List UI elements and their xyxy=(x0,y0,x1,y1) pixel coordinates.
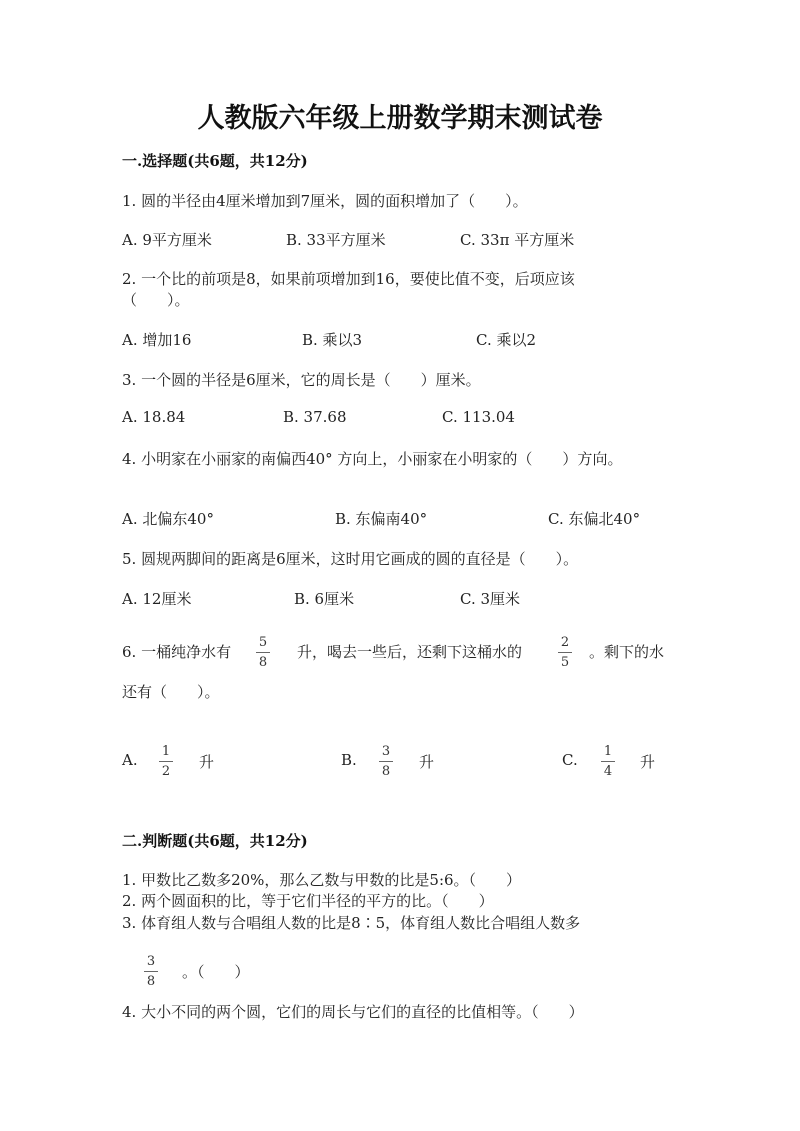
q6-fraction-2-5 xyxy=(558,636,572,669)
fraction-denominator: 8 xyxy=(146,974,156,989)
question-6-line2: 还有（ ）。 xyxy=(122,683,220,701)
q5-option-c: C. 3厘米 xyxy=(460,590,521,608)
section-heading-judgement: 二.判断题(共6题，共12分) xyxy=(122,832,308,850)
q2-option-b: B. 乘以3 xyxy=(302,331,363,349)
q6-option-a-label: A. xyxy=(122,751,138,769)
question-6-part2: 升，喝去一些后，还剩下这桶水的 xyxy=(297,643,523,661)
q1-option-a: A. 9平方厘米 xyxy=(122,231,212,249)
q4-option-b: B. 东偏南40° xyxy=(335,510,428,528)
q6-option-b-fraction xyxy=(379,745,393,778)
question-2-text-line2: （ ）。 xyxy=(122,291,190,309)
question-4-text: 4. 小明家在小丽家的南偏西40° 方向上，小丽家在小明家的（ ）方向。 xyxy=(122,450,623,468)
judgement-3-text: 3. 体育组人数与合唱组人数的比是8∶5，体育组人数比合唱组人数多 xyxy=(122,914,581,932)
judgement-3-fraction xyxy=(144,955,158,988)
fraction-denominator: 8 xyxy=(381,764,391,779)
fraction-denominator: 8 xyxy=(258,655,268,670)
fraction-numerator: 1 xyxy=(161,744,171,759)
q6-option-a-fraction xyxy=(159,745,173,778)
q1-option-c: C. 33π 平方厘米 xyxy=(460,231,575,249)
judgement-2-text: 2. 两个圆面积的比，等于它们半径的平方的比。（ ） xyxy=(122,892,494,910)
fraction-numerator: 3 xyxy=(146,954,156,969)
q6-option-b-unit: 升 xyxy=(419,753,435,771)
judgement-3-tail: 。（ ） xyxy=(182,963,250,981)
page-title: 人教版六年级上册数学期末测试卷 xyxy=(197,103,603,134)
q3-option-b: B. 37.68 xyxy=(283,408,347,426)
question-1-text: 1. 圆的半径由4厘米增加到7厘米，圆的面积增加了（ ）。 xyxy=(122,192,528,210)
fraction-numerator: 2 xyxy=(560,635,570,650)
judgement-4-text: 4. 大小不同的两个圆，它们的周长与它们的直径的比值相等。（ ） xyxy=(122,1003,584,1021)
q6-option-b-label: B. xyxy=(341,751,357,769)
q6-option-c-fraction xyxy=(601,745,615,778)
q4-option-a: A. 北偏东40° xyxy=(122,510,214,528)
question-3-text: 3. 一个圆的半径是6厘米，它的周长是（ ）厘米。 xyxy=(122,371,481,389)
fraction-numerator: 1 xyxy=(603,744,613,759)
q2-option-a: A. 增加16 xyxy=(122,331,192,349)
q6-option-c-label: C. xyxy=(562,751,578,769)
q3-option-a: A. 18.84 xyxy=(122,408,186,426)
question-2-text-line1: 2. 一个比的前项是8，如果前项增加到16，要使比值不变，后项应该 xyxy=(122,270,575,288)
q3-option-c: C. 113.04 xyxy=(442,408,515,426)
fraction-denominator: 5 xyxy=(560,655,570,670)
question-5-text: 5. 圆规两脚间的距离是6厘米，这时用它画成的圆的直径是（ ）。 xyxy=(122,550,579,568)
fraction-denominator: 2 xyxy=(161,764,171,779)
fraction-numerator: 5 xyxy=(258,635,268,650)
judgement-1-text: 1. 甲数比乙数多20%，那么乙数与甲数的比是5:6。（ ） xyxy=(122,871,522,889)
q2-option-c: C. 乘以2 xyxy=(476,331,537,349)
q5-option-b: B. 6厘米 xyxy=(294,590,355,608)
q6-option-c-unit: 升 xyxy=(640,753,656,771)
question-6-part1: 6. 一桶纯净水有 xyxy=(122,643,232,661)
q1-option-b: B. 33平方厘米 xyxy=(286,231,386,249)
q6-fraction-5-8 xyxy=(256,636,270,669)
fraction-numerator: 3 xyxy=(381,744,391,759)
section-heading-choice: 一.选择题(共6题，共12分) xyxy=(122,152,308,170)
q5-option-a: A. 12厘米 xyxy=(122,590,192,608)
fraction-denominator: 4 xyxy=(603,764,613,779)
question-6-part3: 。剩下的水 xyxy=(589,643,665,661)
q4-option-c: C. 东偏北40° xyxy=(548,510,641,528)
q6-option-a-unit: 升 xyxy=(199,753,215,771)
